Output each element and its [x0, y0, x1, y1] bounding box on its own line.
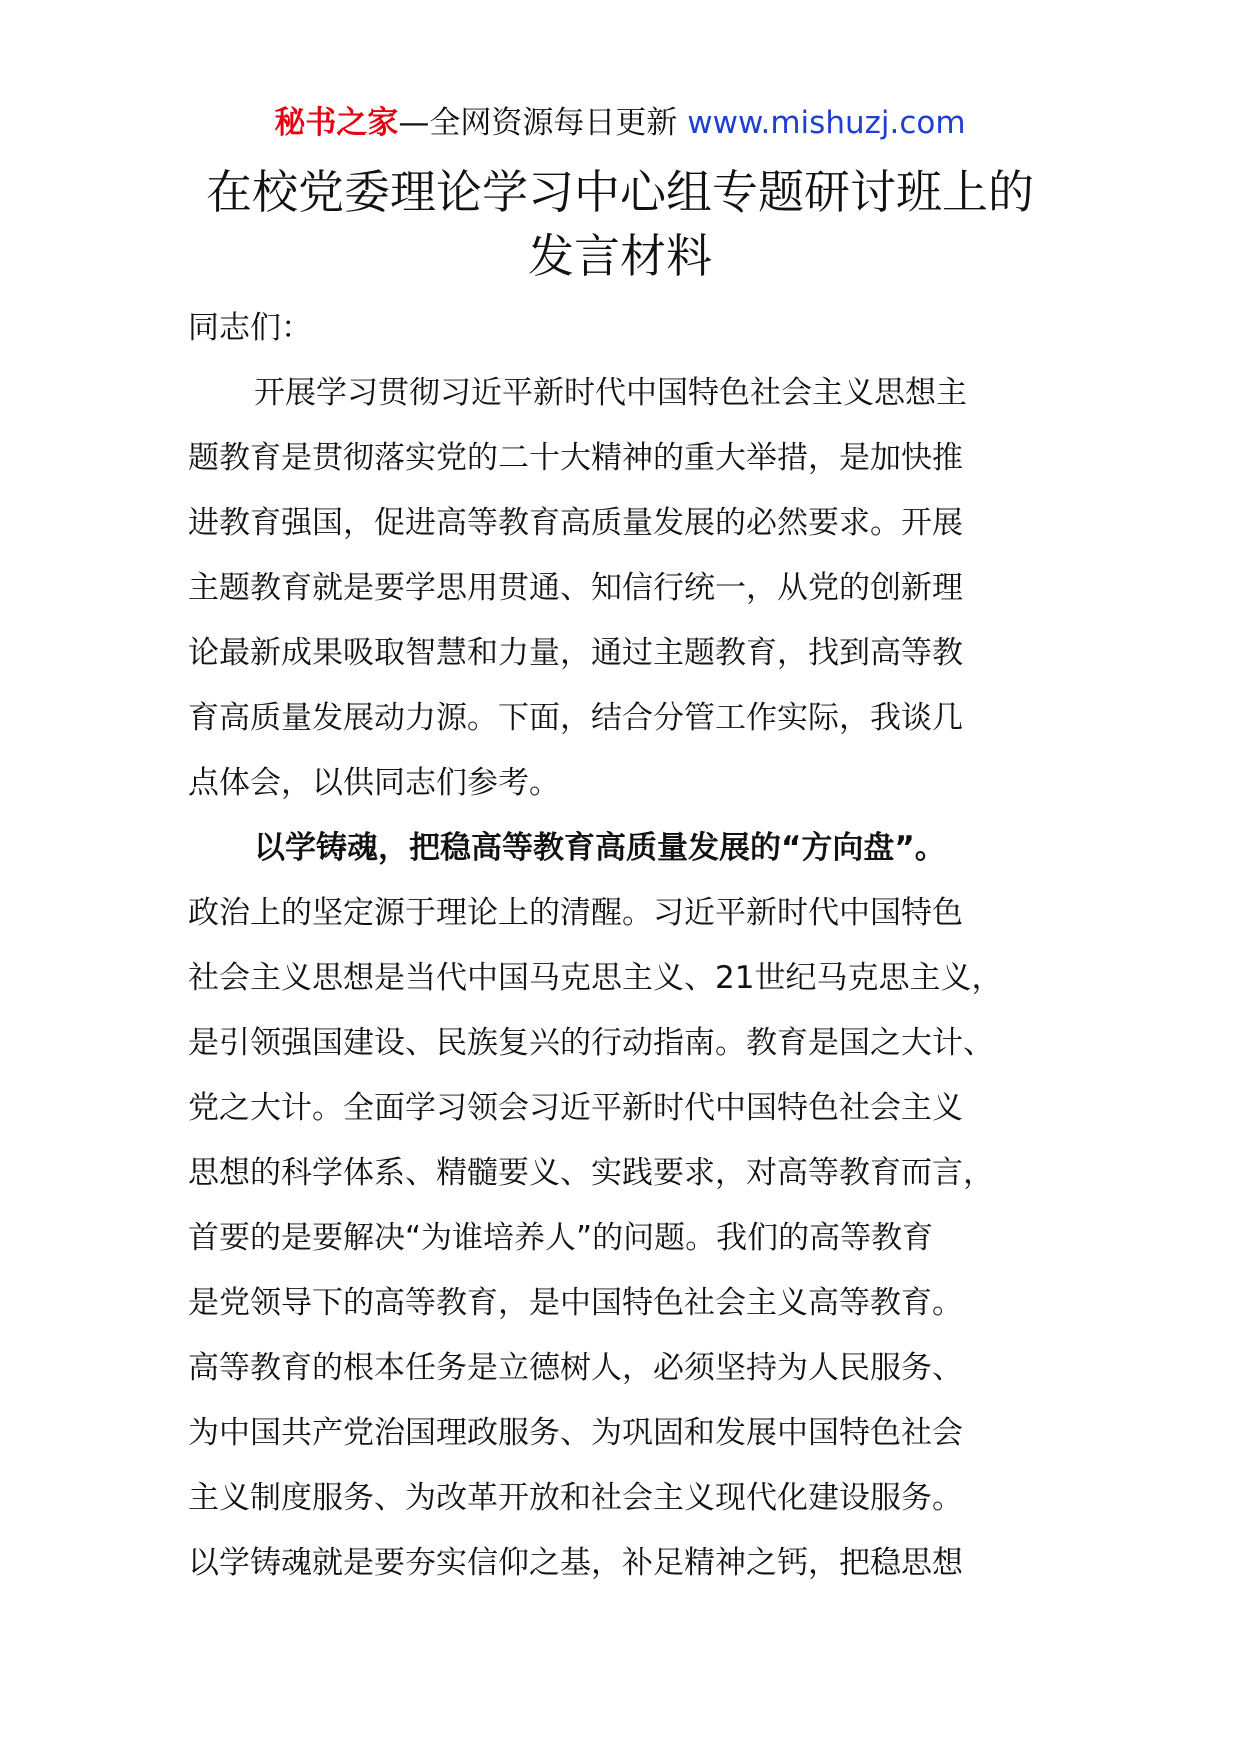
text-line: 育高质量发展动力源。下面，结合分管工作实际，我谈几 — [188, 700, 963, 736]
watermark-header — [0, 100, 1240, 146]
text-line: 进教育强国，促进高等教育高质量发展的必然要求。开展 — [188, 505, 963, 541]
text-line: 首要的是要解决“为谁培养人”的问题。我们的高等教育 — [188, 1220, 934, 1256]
text-line: 主题教育就是要学思用贯通、知信行统一，从党的创新理 — [188, 570, 963, 606]
title-line-1: 在校党委理论学习中心组专题研讨班上的 — [206, 165, 1034, 219]
text-line: 高等教育的根本任务是立德树人，必须坚持为人民服务、 — [188, 1350, 963, 1386]
text-line: 为中国共产党治国理政服务、为巩固和发展中国特色社会 — [188, 1415, 963, 1451]
text-line: 以学铸魂就是要夯实信仰之基，补足精神之钙，把稳思想 — [188, 1545, 963, 1581]
text-line: 题教育是贯彻落实党的二十大精神的重大举措，是加快推 — [188, 440, 963, 476]
text-line: 论最新成果吸取智慧和力量，通过主题教育，找到高等教 — [188, 635, 963, 671]
document-title — [0, 160, 1240, 288]
text-line: 政治上的坚定源于理论上的清醒。习近平新时代中国特色 — [188, 895, 963, 931]
text-line: 是引领强国建设、民族复兴的行动指南。教育是国之大计、 — [188, 1025, 994, 1061]
brand-name: 秘书之家 — [274, 105, 399, 141]
text-line: 思想的科学体系、精髓要义、实践要求，对高等教育而言， — [188, 1155, 994, 1191]
text-line: 点体会，以供同志们参考。 — [188, 765, 560, 801]
section-heading: 以学铸魂，把稳高等教育高质量发展的“方向盘”。 — [254, 830, 946, 866]
text-line: 是党领导下的高等教育，是中国特色社会主义高等教育。 — [188, 1285, 963, 1321]
text-line: 主义制度服务、为改革开放和社会主义现代化建设服务。 — [188, 1480, 963, 1516]
document-body — [188, 296, 1060, 1596]
title-line-2: 发言材料 — [528, 229, 712, 283]
header-slogan: —全网资源每日更新 — [398, 105, 688, 141]
text-line: 党之大计。全面学习领会习近平新时代中国特色社会主义 — [188, 1090, 963, 1126]
site-url: www.mishuzj.com — [687, 105, 966, 141]
text-line: 社会主义思想是当代中国马克思主义、21世纪马克思主义， — [188, 960, 1003, 996]
salutation: 同志们： — [188, 310, 312, 346]
text-line: 开展学习贯彻习近平新时代中国特色社会主义思想主 — [254, 375, 967, 411]
